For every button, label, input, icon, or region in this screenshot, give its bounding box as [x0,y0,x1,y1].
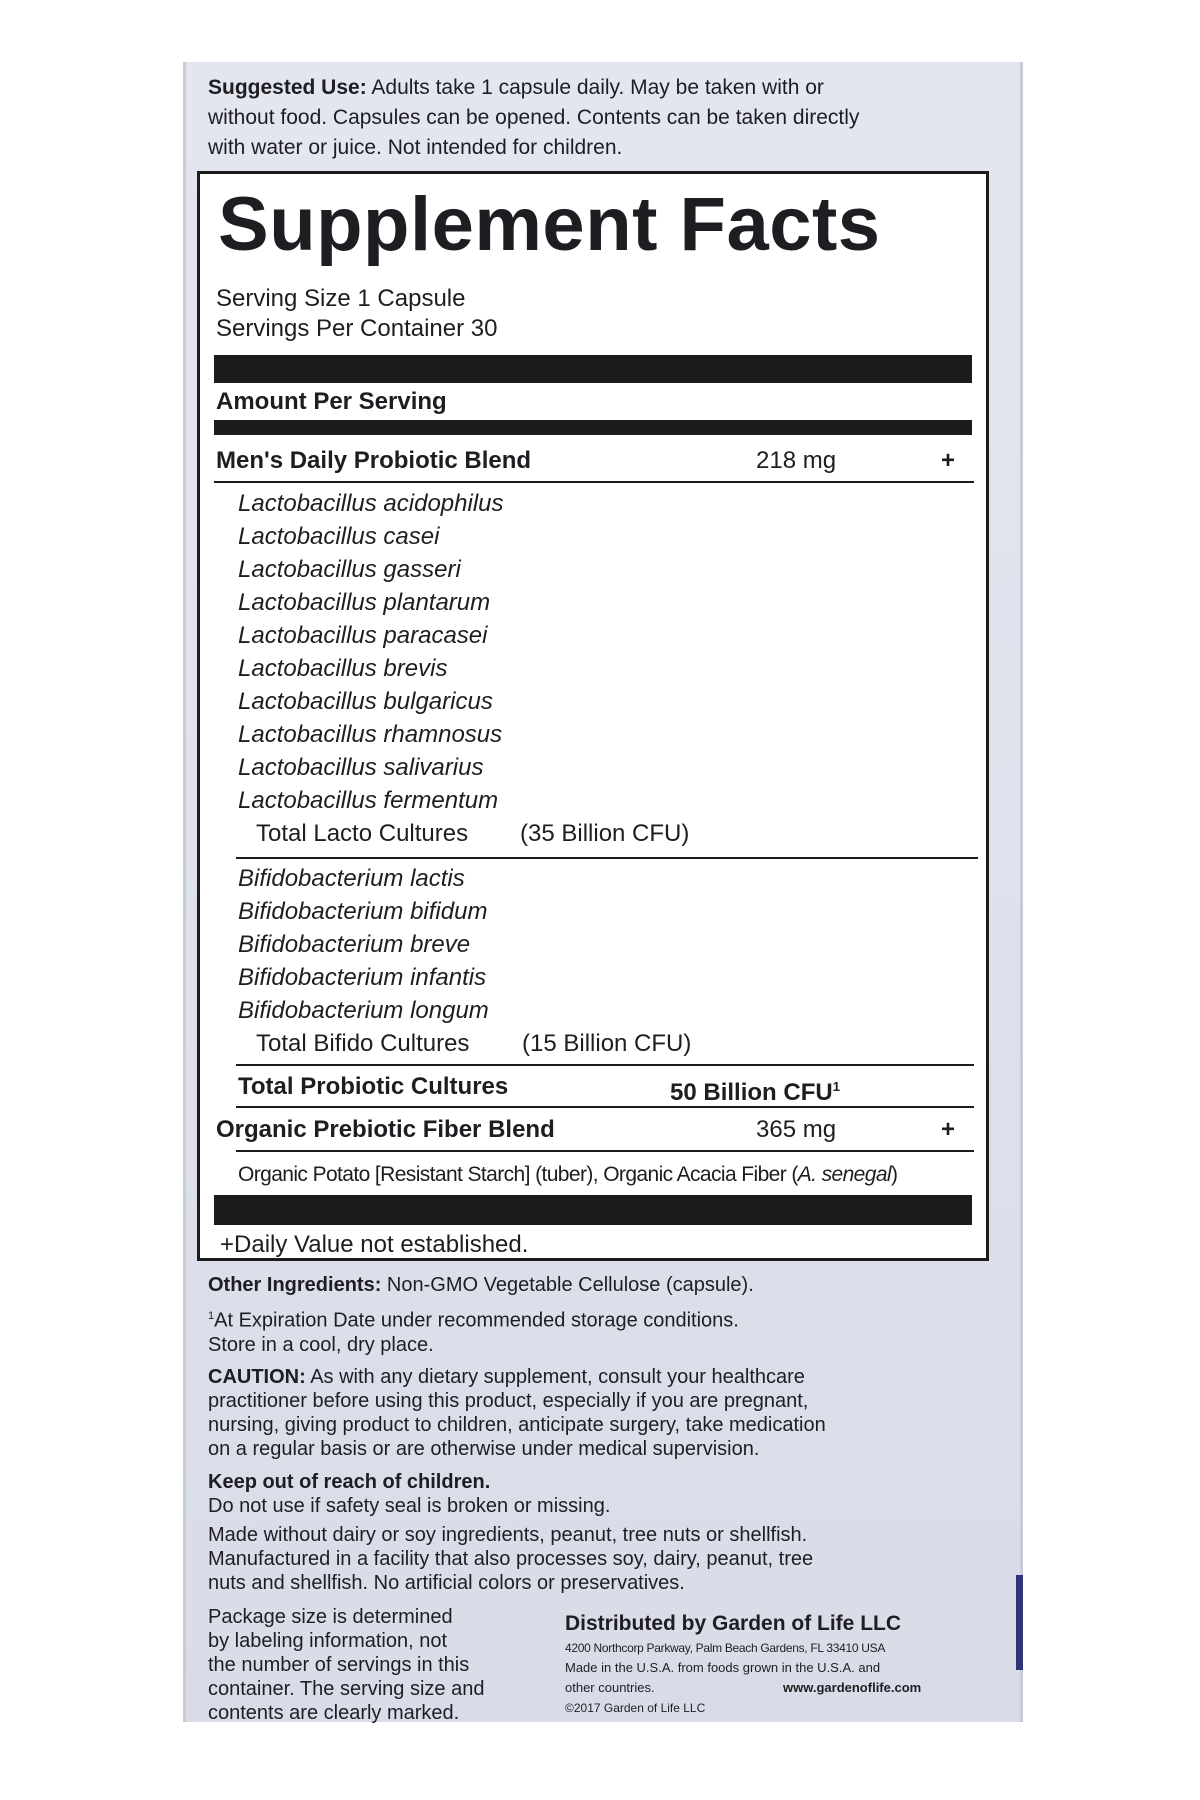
package-line: Package size is determined [208,1606,453,1628]
copyright: ©2017 Garden of Life LLC [565,1701,706,1715]
made-in-line: Made in the U.S.A. from foods grown in the U.S.A. and [565,1660,881,1675]
thick-divider [214,355,972,383]
caution-line: nursing, giving product to children, anticipate surgery, take medication [208,1414,826,1436]
strain-item: Bifidobacterium lactis [238,865,465,892]
amount-per-serving: Amount Per Serving [216,388,447,415]
strain-item: Bifidobacterium breve [238,931,471,958]
serving-size: Serving Size 1 Capsule [216,285,466,312]
suggested-use-line: Adults take 1 capsule daily. May be taken with or [366,76,824,99]
caution-line: practitioner before using this product, especially if you are pregnant, [208,1390,809,1412]
servings-per-container: Servings Per Container 30 [216,315,498,342]
allergen-statement [208,1523,813,1595]
total-probiotic-value [670,1072,840,1108]
package-line: contents are clearly marked. [208,1702,460,1724]
dv-footnote: +Daily Value not established. [220,1231,529,1258]
probiotic-blend-amount: 218 mg [756,447,837,474]
row-divider [236,1150,974,1152]
strain-item: Bifidobacterium longum [238,997,489,1024]
side-accent-stripe [1016,1575,1023,1670]
row-divider [236,857,978,859]
suggested-use-line: without food. Capsules can be opened. Contents can be taken directly [208,106,860,129]
keep-out-notice [208,1470,610,1518]
footnote-marker: 1 [208,1310,215,1322]
allergen-line: Manufactured in a facility that also processes soy, dairy, peanut, tree [208,1548,814,1570]
other-ingredients-heading: Other Ingredients: [208,1274,382,1296]
suggested-use-heading: Suggested Use: [208,76,367,99]
total-probiotic-label: Total Probiotic Cultures [238,1073,509,1100]
prebiotic-close: ) [891,1163,898,1186]
probiotic-blend-name: Men's Daily Probiotic Blend [216,447,532,474]
strain-item: Lactobacillus acidophilus [238,490,504,517]
package-note [208,1605,484,1725]
prebiotic-blend-amount: 365 mg [756,1116,837,1143]
medium-divider [214,420,972,435]
row-divider [236,1106,974,1108]
package-line: the number of servings in this [208,1654,470,1676]
keep-out-heading: Keep out of reach of children. [208,1471,491,1493]
prebiotic-ingredients-text: Organic Potato [Resistant Starch] (tuber), Organic Acacia Fiber ( [238,1163,798,1186]
strain-item: Lactobacillus gasseri [238,556,461,583]
distributor-address: 4200 Northcorp Parkway, Palm Beach Gardens, FL 33410 USA [565,1641,886,1655]
website-link[interactable]: www.gardenoflife.com [783,1680,922,1695]
suggested-use-line: with water or juice. Not intended for children. [208,136,623,159]
strain-item: Lactobacillus casei [238,523,440,550]
strain-item: Lactobacillus bulgaricus [238,688,493,715]
thick-divider [214,1195,972,1225]
keep-out-text: Do not use if safety seal is broken or missing. [208,1495,611,1517]
allergen-line: nuts and shellfish. No artificial colors or preservatives. [208,1572,685,1594]
made-in-line: other countries. [565,1680,655,1695]
prebiotic-blend-name: Organic Prebiotic Fiber Blend [216,1116,555,1143]
row-divider [236,1064,974,1066]
total-probiotic-amount: 50 Billion CFU [670,1079,833,1106]
strain-item: Lactobacillus brevis [238,655,448,682]
expiration-note [208,1304,739,1357]
total-lacto-value: (35 Billion CFU) [520,820,690,847]
caution [208,1365,826,1461]
expiration-line: At Expiration Date under recommended storage conditions. [214,1309,739,1332]
suggested-use [208,73,859,163]
footnote-marker: 1 [832,1079,840,1094]
supplement-facts-panel [197,171,989,1261]
other-ingredients-text: Non-GMO Vegetable Cellulose (capsule). [381,1274,754,1296]
total-bifido-label: Total Bifido Cultures [256,1030,470,1057]
strain-item: Lactobacillus rhamnosus [238,721,503,748]
prebiotic-blend-dv: + [941,1116,956,1143]
strain-item: Lactobacillus salivarius [238,754,484,781]
total-bifido-value: (15 Billion CFU) [522,1030,692,1057]
strain-item: Lactobacillus paracasei [238,622,488,649]
strain-item: Lactobacillus plantarum [238,589,491,616]
caution-line: As with any dietary supplement, consult your healthcare [305,1366,805,1388]
prebiotic-species: A. senegal [797,1163,891,1186]
row-divider [214,481,974,483]
package-line: by labeling information, not [208,1630,448,1652]
expiration-line: Store in a cool, dry place. [208,1333,434,1356]
total-lacto-label: Total Lacto Cultures [256,820,469,847]
probiotic-blend-dv: + [941,447,956,474]
caution-line: on a regular basis or are otherwise under medical supervision. [208,1438,760,1460]
other-ingredients [208,1272,754,1298]
prebiotic-ingredients [238,1160,897,1190]
caution-heading: CAUTION: [208,1366,306,1388]
strain-item: Bifidobacterium infantis [238,964,487,991]
distributor-block [565,1610,975,1718]
facts-title: Supplement Facts [218,182,881,267]
strain-item: Bifidobacterium bifidum [238,898,488,925]
package-line: container. The serving size and [208,1678,485,1700]
strain-item: Lactobacillus fermentum [238,787,499,814]
distributor-heading: Distributed by Garden of Life LLC [565,1612,902,1635]
allergen-line: Made without dairy or soy ingredients, peanut, tree nuts or shellfish. [208,1524,808,1546]
